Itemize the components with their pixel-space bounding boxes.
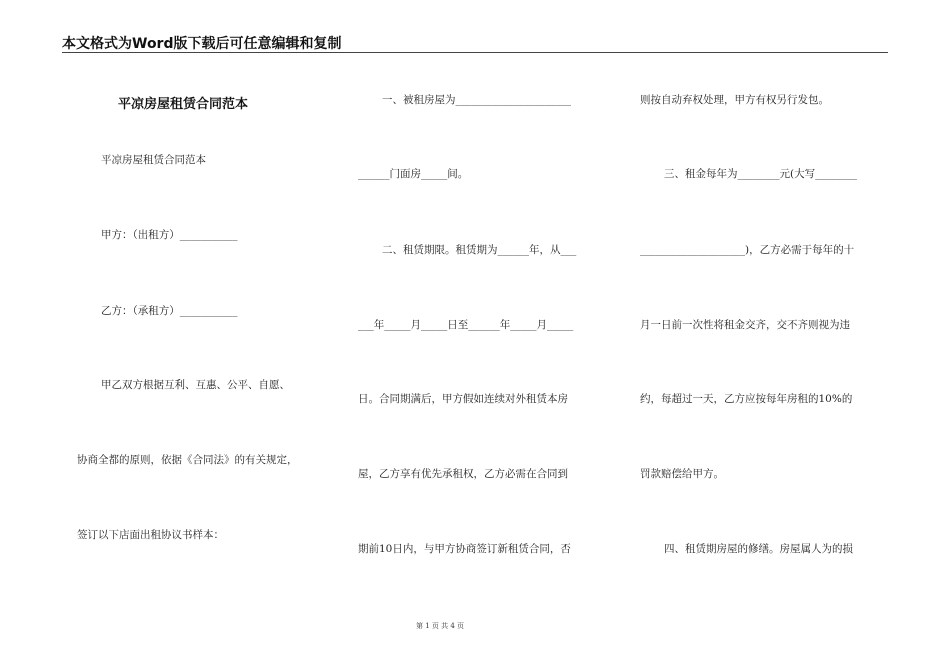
header-title: 本文格式为Word版下载后可任意编辑和复制	[62, 36, 342, 52]
paragraph-line: 二、租赁期限。租赁期为______年，从___	[382, 244, 577, 256]
paragraph-line: ____________________)，乙方必需于每年的十	[640, 244, 855, 256]
paragraph-line: 月一日前一次性将租金交齐，交不齐则视为违	[640, 319, 850, 331]
paragraph-line: 则按自动弃权处理，甲方有权另行发包。	[640, 94, 829, 106]
paragraph-line: 一、被租房屋为______________________	[382, 94, 571, 106]
paragraph-line: 乙方：（承租方）___________	[101, 305, 238, 317]
paragraph-line: ___年_____月_____日至______年_____月_____	[358, 319, 574, 331]
paragraph-line: 三、租金每年为________元(大写________	[664, 168, 858, 180]
page-indicator: 第 1 页 共 4 页	[415, 622, 465, 630]
paragraph-line: 甲乙双方根据互利、互惠、公平、自愿、	[101, 379, 290, 391]
paragraph-line: 期前10日内，与甲方协商签订新租赁合同，否	[358, 543, 571, 555]
paragraph-line: 屋，乙方享有优先承租权，乙方必需在合同到	[358, 468, 568, 480]
paragraph-line: 罚款赔偿给甲方。	[640, 468, 724, 480]
paragraph-line: ______门面房_____间。	[358, 168, 469, 180]
document-title: 平凉房屋租赁合同范本	[118, 97, 249, 112]
header-rule	[62, 52, 888, 53]
paragraph-line: 日。合同期满后，甲方假如连续对外租赁本房	[358, 393, 568, 405]
paragraph-line: 平凉房屋租赁合同范本	[101, 154, 206, 166]
paragraph-line: 签订以下店面出租协议书样本：	[77, 529, 224, 541]
paragraph-line: 协商全都的原则，依据《合同法》的有关规定，	[77, 454, 298, 466]
paragraph-line: 甲方：（出租方）___________	[101, 229, 238, 241]
paragraph-line: 约，每超过一天，乙方应按每年房租的10%的	[640, 393, 853, 405]
paragraph-line: 四、租赁期房屋的修缮。房屋属人为的损	[664, 543, 853, 555]
